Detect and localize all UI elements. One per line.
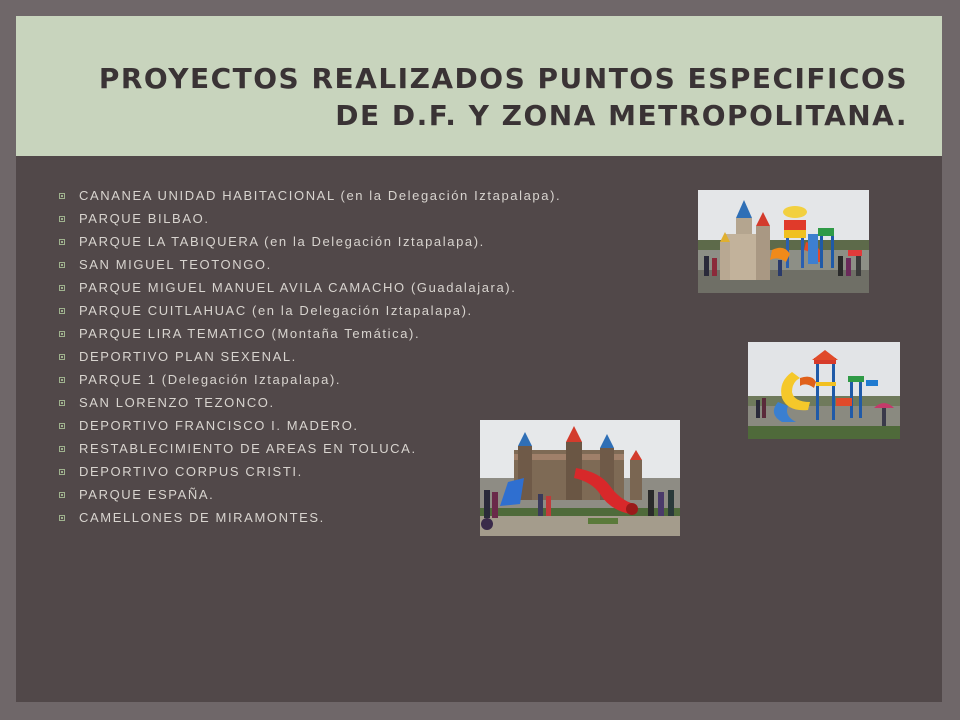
list-item-text: CANANEA UNIDAD HABITACIONAL (en la Delegación Iztapalapa). bbox=[79, 188, 562, 203]
list-item-text: CAMELLONES DE MIRAMONTES. bbox=[79, 510, 325, 525]
list-item bbox=[58, 253, 561, 276]
list-item-text: PARQUE ESPAÑA. bbox=[79, 487, 215, 502]
list-item-text: SAN MIGUEL TEOTONGO. bbox=[79, 257, 272, 272]
list-item bbox=[58, 322, 561, 345]
list-item bbox=[58, 345, 561, 368]
list-item-text: PARQUE MIGUEL MANUEL AVILA CAMACHO (Guadalajara). bbox=[79, 280, 517, 295]
list-item-text: DEPORTIVO FRANCISCO I. MADERO. bbox=[79, 418, 359, 433]
list-item bbox=[58, 368, 561, 391]
bullet-icon bbox=[59, 377, 65, 383]
bullet-icon bbox=[59, 354, 65, 360]
playground-photo-large-castle bbox=[480, 420, 680, 536]
bullet-icon bbox=[59, 492, 65, 498]
list-item bbox=[58, 391, 561, 414]
list-item-text: PARQUE 1 (Delegación Iztapalapa). bbox=[79, 372, 342, 387]
bullet-icon bbox=[59, 285, 65, 291]
bullet-icon bbox=[59, 308, 65, 314]
bullet-icon bbox=[59, 400, 65, 406]
list-item bbox=[58, 207, 561, 230]
list-item-text: PARQUE LA TABIQUERA (en la Delegación Iztapalapa). bbox=[79, 234, 485, 249]
bullet-icon bbox=[59, 423, 65, 429]
list-item-text: PARQUE CUITLAHUAC (en la Delegación Iztapalapa). bbox=[79, 303, 473, 318]
bullet-icon bbox=[59, 193, 65, 199]
bullet-icon bbox=[59, 446, 65, 452]
title-band bbox=[16, 16, 942, 156]
list-item-text: DEPORTIVO PLAN SEXENAL. bbox=[79, 349, 297, 364]
list-item bbox=[58, 184, 561, 207]
bullet-icon bbox=[59, 469, 65, 475]
bullet-icon bbox=[59, 331, 65, 337]
bullet-icon bbox=[59, 262, 65, 268]
list-item bbox=[58, 230, 561, 253]
playground-photo-castle bbox=[698, 190, 869, 293]
slide-title: PROYECTOS REALIZADOS PUNTOS ESPECIFICOS DE D.F. Y ZONA METROPOLITANA. bbox=[98, 62, 908, 132]
list-item-text: PARQUE BILBAO. bbox=[79, 211, 210, 226]
list-item-text: PARQUE LIRA TEMATICO (Montaña Temática). bbox=[79, 326, 421, 341]
bullet-icon bbox=[59, 239, 65, 245]
list-item-text: DEPORTIVO CORPUS CRISTI. bbox=[79, 464, 303, 479]
bullet-icon bbox=[59, 515, 65, 521]
list-item-text: RESTABLECIMIENTO DE AREAS EN TOLUCA. bbox=[79, 441, 417, 456]
list-item-text: SAN LORENZO TEZONCO. bbox=[79, 395, 275, 410]
list-item bbox=[58, 299, 561, 322]
list-item bbox=[58, 276, 561, 299]
bullet-icon bbox=[59, 216, 65, 222]
playground-photo-tube-slide bbox=[748, 342, 900, 439]
